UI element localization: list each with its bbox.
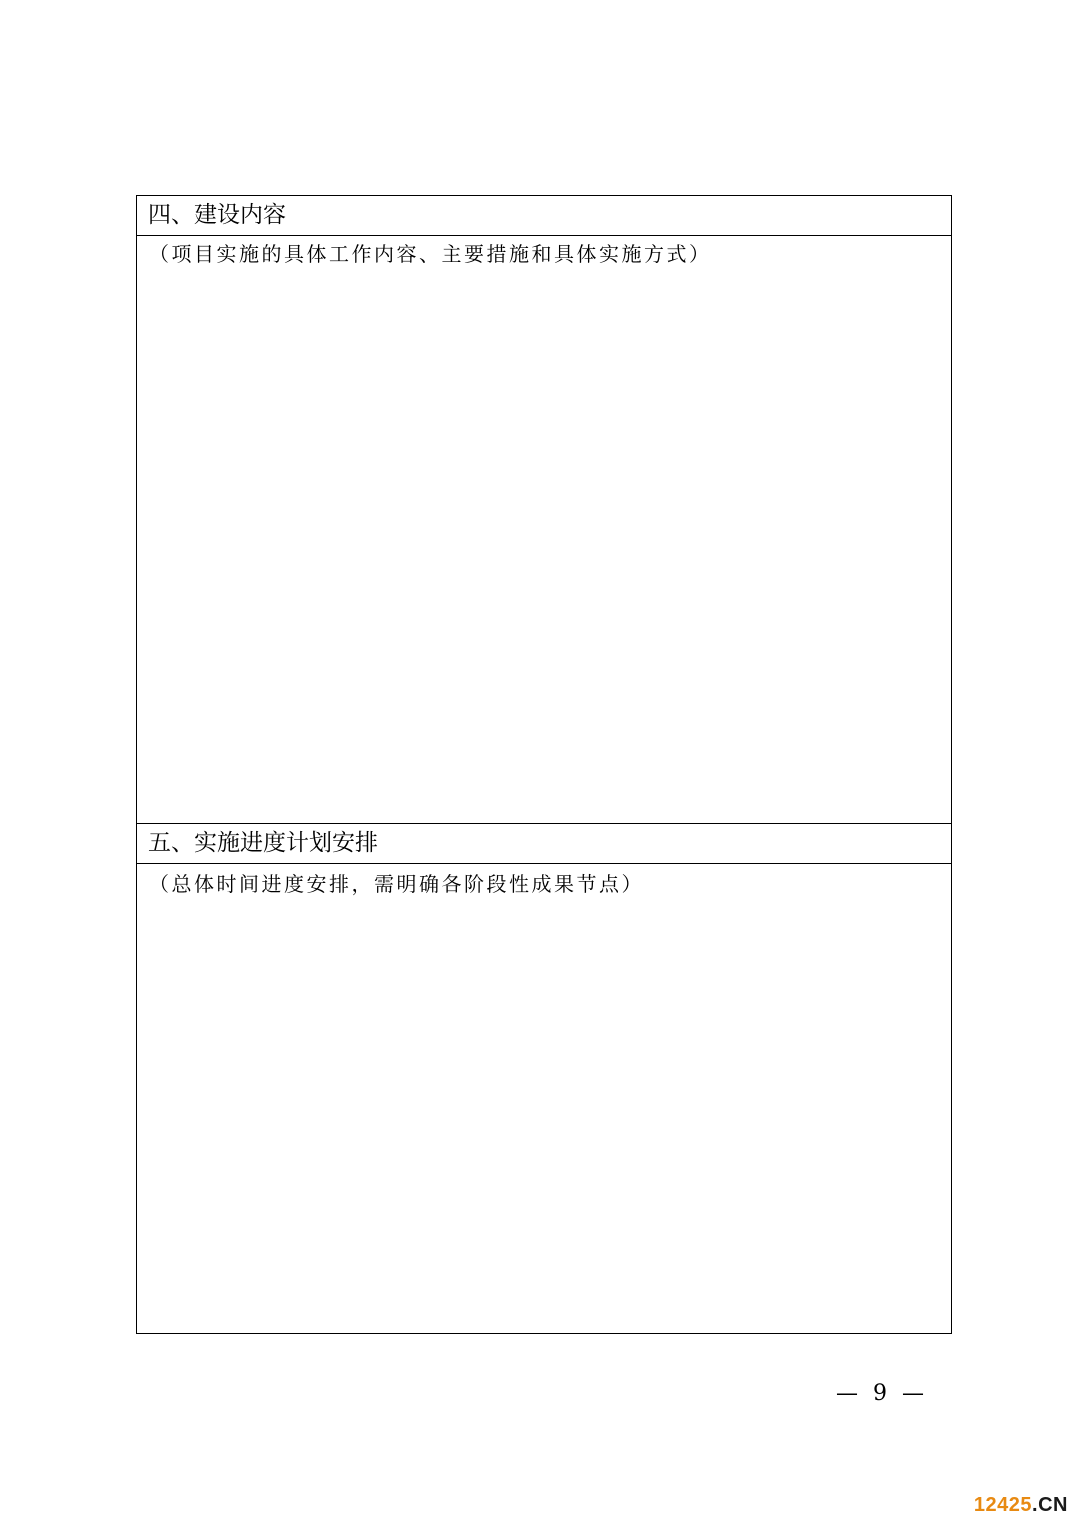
section-title: 四、建设内容	[148, 202, 286, 228]
watermark-main: 12425	[973, 1494, 1033, 1516]
section-schedule-hint: （总体时间进度安排，需明确各阶段性成果节点）	[149, 872, 644, 896]
section-schedule-header	[137, 824, 951, 864]
page-number: — 9 —	[836, 1381, 928, 1406]
section-construction-content-header	[137, 196, 951, 236]
section-construction-content-hint: （项目实施的具体工作内容、主要措施和具体实施方式）	[149, 242, 712, 266]
site-watermark-logo	[974, 1493, 1068, 1517]
form-table	[136, 195, 952, 1334]
watermark-suffix: .CN	[1032, 1494, 1068, 1516]
section-title: 五、实施进度计划安排	[148, 830, 378, 856]
